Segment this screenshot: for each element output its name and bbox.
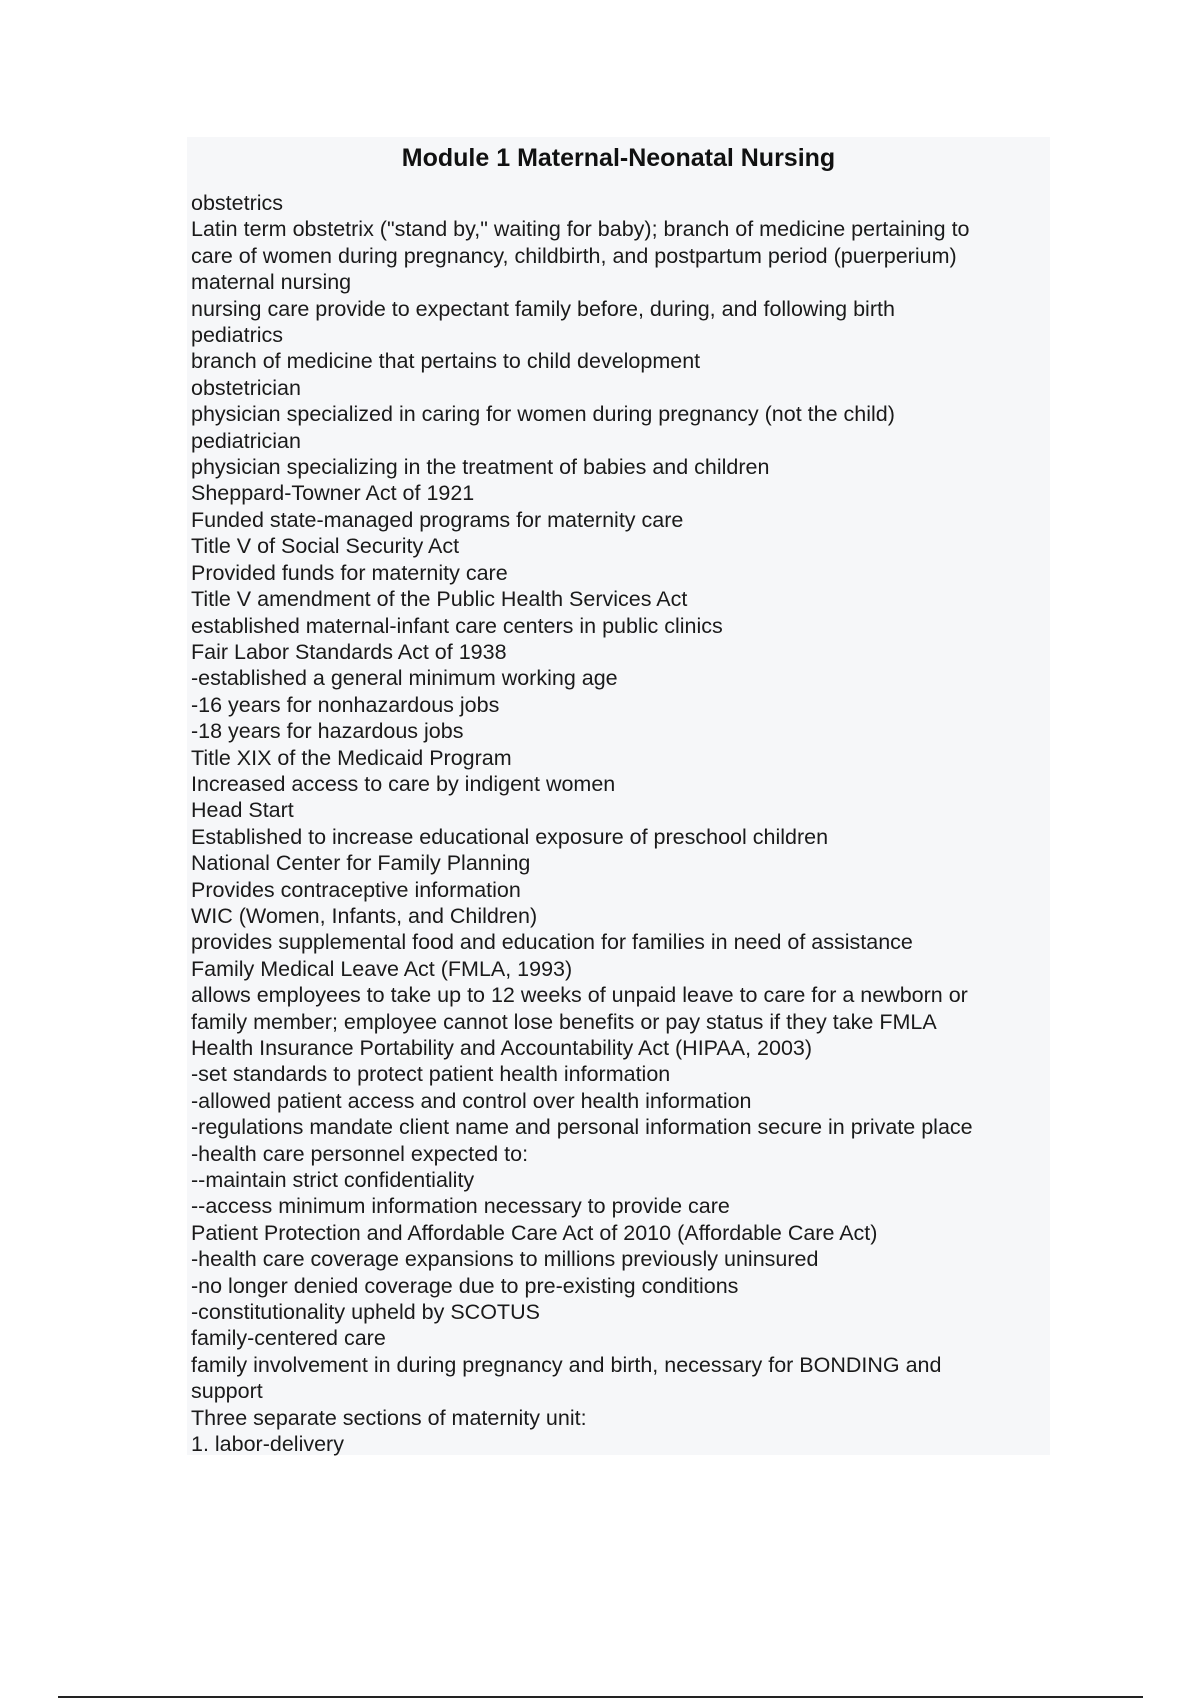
- text-line: -16 years for nonhazardous jobs: [191, 692, 500, 717]
- text-line: obstetrics: [191, 191, 284, 215]
- text-line: Family Medical Leave Act (FMLA, 1993): [191, 956, 573, 981]
- text-line: Established to increase educational exposure of preschool children: [191, 824, 829, 849]
- text-line: -regulations mandate client name and personal information secure in private place: [191, 1115, 973, 1140]
- text-line: Patient Protection and Affordable Care Act of 2010 (Affordable Care Act): [191, 1220, 878, 1245]
- text-line: Provides contraceptive information: [191, 877, 521, 902]
- text-line: -health care personnel expected to:: [191, 1141, 529, 1166]
- text-line: -no longer denied coverage due to pre-existing conditions: [191, 1273, 739, 1298]
- page-footer-rule: [58, 1696, 1143, 1698]
- text-line: care of women during pregnancy, childbirth, and postpartum period (puerperium): [191, 243, 957, 268]
- text-line: provides supplemental food and education for families in need of assistance: [191, 930, 913, 955]
- text-line: Title XIX of the Medicaid Program: [191, 745, 512, 770]
- flashcard-text: [191, 190, 1046, 1458]
- text-line: family involvement in during pregnancy and birth, necessary for BONDING and: [191, 1352, 942, 1377]
- text-line: --maintain strict confidentiality: [191, 1168, 475, 1193]
- text-line: family-centered care: [191, 1326, 386, 1351]
- text-line: Three separate sections of maternity unit:: [191, 1405, 587, 1430]
- text-line: physician specializing in the treatment of babies and children: [191, 455, 770, 480]
- text-line: physician specialized in caring for women during pregnancy (not the child): [191, 402, 895, 427]
- text-line: -set standards to protect patient health information: [191, 1062, 671, 1087]
- text-line: Sheppard-Towner Act of 1921: [191, 481, 475, 506]
- text-line: allows employees to take up to 12 weeks of unpaid leave to care for a newborn or: [191, 983, 968, 1008]
- text-line: support: [191, 1379, 263, 1404]
- text-line: Latin term obstetrix ("stand by," waiting for baby); branch of medicine pertaining to: [191, 217, 970, 242]
- text-line: maternal nursing: [191, 270, 352, 295]
- text-line: pediatrics: [191, 323, 284, 348]
- text-line: obstetrician: [191, 375, 301, 400]
- document-title: Module 1 Maternal-Neonatal Nursing: [401, 144, 836, 172]
- text-line: nursing care provide to expectant family before, during, and following birth: [191, 296, 895, 321]
- text-line: 1. labor-delivery: [191, 1432, 344, 1457]
- text-line: --access minimum information necessary to provide care: [191, 1194, 730, 1219]
- text-line: Provided funds for maternity care: [191, 560, 508, 585]
- text-line: branch of medicine that pertains to child development: [191, 349, 701, 374]
- text-line: Funded state-managed programs for maternity care: [191, 507, 684, 532]
- text-line: established maternal-infant care centers in public clinics: [191, 613, 723, 638]
- text-line: Increased access to care by indigent women: [191, 771, 616, 796]
- document-body: [187, 137, 1050, 1455]
- text-line: Health Insurance Portability and Accountability Act (HIPAA, 2003): [191, 1036, 813, 1060]
- text-line: -established a general minimum working age: [191, 666, 618, 691]
- text-line: National Center for Family Planning: [191, 851, 531, 876]
- text-line: -18 years for hazardous jobs: [191, 719, 464, 744]
- text-line: family member; employee cannot lose benefits or pay status if they take FMLA: [191, 1009, 937, 1034]
- text-line: -allowed patient access and control over health information: [191, 1088, 752, 1113]
- text-line: Fair Labor Standards Act of 1938: [191, 639, 507, 664]
- text-line: Head Start: [191, 798, 294, 823]
- text-line: WIC (Women, Infants, and Children): [191, 903, 538, 928]
- text-line: Title V of Social Security Act: [191, 534, 460, 559]
- text-line: pediatrician: [191, 428, 301, 453]
- text-line: -health care coverage expansions to millions previously uninsured: [191, 1247, 819, 1272]
- text-line: Title V amendment of the Public Health Services Act: [191, 587, 688, 612]
- text-line: -constitutionality upheld by SCOTUS: [191, 1300, 540, 1325]
